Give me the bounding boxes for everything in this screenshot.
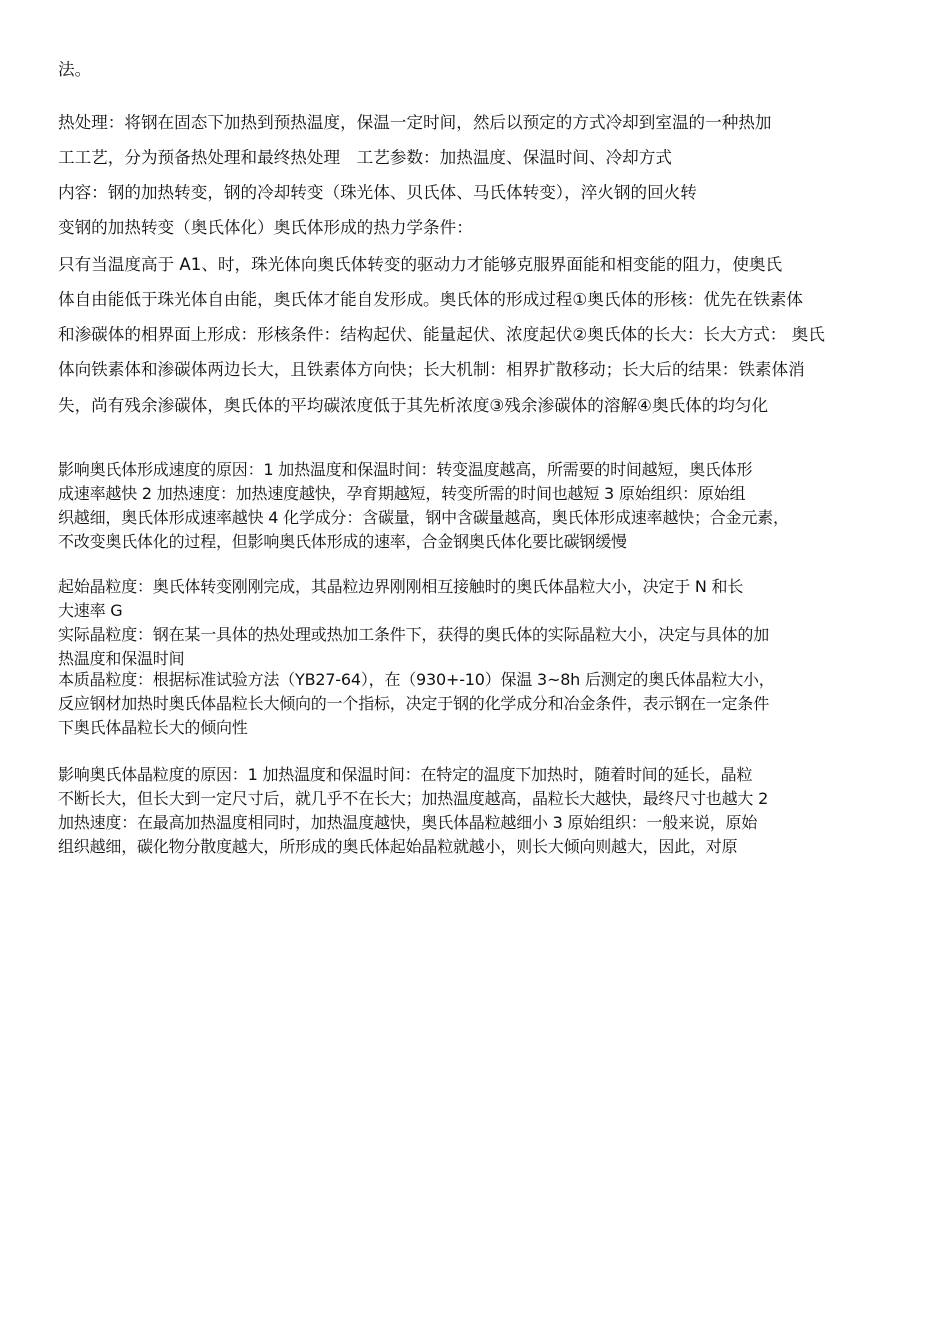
text-line: 和渗碳体的相界面上形成：形核条件：结构起伏、能量起伏、浓度起伏②奥氏体的长大：长大方式： 奥氏 [58,325,825,344]
text-line: 热处理：将钢在固态下加热到预热温度，保温一定时间，然后以预定的方式冷却到室温的一种热加 [58,113,772,132]
text-line: 起始晶粒度：奥氏体转变刚刚完成，其晶粒边界刚刚相互接触时的奥氏体晶粒大小，决定于 N 和长 [58,577,744,596]
text-line: 反应钢材加热时奥氏体晶粒长大倾向的一个指标，决定于钢的化学成分和冶金条件，表示钢在一定条件 [58,694,770,713]
text-line: 变钢的加热转变（奥氏体化）奥氏体形成的热力学条件： [58,218,473,237]
text-line: 组织越细，碳化物分散度越大，所形成的奥氏体起始晶粒就越小，则长大倾向则越大，因此，对原 [58,837,738,856]
text-line: 实际晶粒度：钢在某一具体的热处理或热加工条件下，获得的奥氏体的实际晶粒大小，决定与具体的加 [58,625,770,644]
text-line: 加热速度：在最高加热温度相同时，加热温度越快，奥氏体晶粒越细小 3 原始组织：一般来说，原始 [58,813,758,832]
text-line: 织越细，奥氏体形成速率越快 4 化学成分：含碳量，钢中含碳量越高，奥氏体形成速率越快；合金元素， [58,508,789,527]
text-line: 不改变奥氏体化的过程，但影响奥氏体形成的速率，合金钢奥氏体化要比碳钢缓慢 [58,532,627,551]
text-line: 不断长大，但长大到一定尺寸后，就几乎不在长大；加热温度越高，晶粒长大越快，最终尺寸也越大 2 [58,789,769,808]
text-line: 失，尚有残余渗碳体，奥氏体的平均碳浓度低于其先析浓度③残余渗碳体的溶解④奥氏体的均匀化 [58,396,769,415]
text-line: 本质晶粒度：根据标准试验方法（YB27-64），在（930+-10）保温 3~8h 后测定的奥氏体晶粒大小， [58,670,775,689]
text-line: 体向铁素体和渗碳体两边长大，且铁素体方向快；长大机制：相界扩散移动；长大后的结果：铁素体消 [58,360,805,379]
text-line: 体自由能低于珠光体自由能，奥氏体才能自发形成。奥氏体的形成过程①奥氏体的形核：优先在铁素体 [58,290,803,309]
text-line: 下奥氏体晶粒长大的倾向性 [58,718,248,737]
text-line: 影响奥氏体形成速度的原因：1 加热温度和保温时间：转变温度越高，所需要的时间越短，奥氏体形 [58,460,753,479]
text-line: 大速率 G [58,601,123,620]
text-line: 成速率越快 2 加热速度：加热速度越快，孕育期越短，转变所需的时间也越短 3 原始组织：原始组 [58,484,746,503]
text-line: 法。 [58,60,92,79]
text-line: 工工艺，分为预备热处理和最终热处理 工艺参数：加热温度、保温时间、冷却方式 [58,148,672,167]
text-line: 热温度和保温时间 [58,649,185,668]
text-line: 内容：钢的加热转变，钢的冷却转变（珠光体、贝氏体、马氏体转变），淬火钢的回火转 [58,183,697,202]
text-line: 只有当温度高于 A1、时，珠光体向奥氏体转变的驱动力才能够克服界面能和相变能的阻力，使奥氏 [58,255,783,274]
text-line: 影响奥氏体晶粒度的原因：1 加热温度和保温时间：在特定的温度下加热时，随着时间的延长，晶粒 [58,765,753,784]
